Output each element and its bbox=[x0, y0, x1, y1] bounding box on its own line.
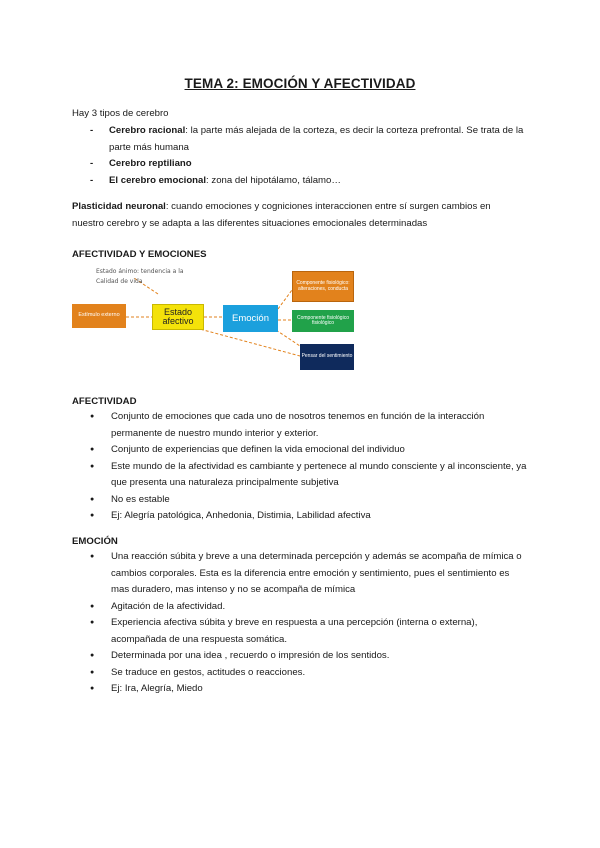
list-item: ● Ej: Alegría patológica, Anhedonia, Distimia, Labilidad afectiva bbox=[90, 508, 530, 525]
box-emocion: Emoción bbox=[223, 305, 278, 332]
brain-term: Cerebro reptiliano bbox=[109, 158, 192, 169]
list-item: ● Experiencia afectiva súbita y breve en respuesta a una percepción (interna o externa), acompañada de una respuesta somática. bbox=[90, 615, 530, 648]
brain-desc: zona del hipotálamo, tálamo… bbox=[211, 174, 341, 186]
list-item: - El cerebro emocional: zona del hipotálamo, tálamo… bbox=[90, 173, 530, 190]
list-item: ● Determinada por una idea , recuerdo o impresión de los sentidos. bbox=[90, 648, 530, 665]
list-item: ● Ej: Ira, Alegría, Miedo bbox=[90, 681, 530, 698]
list-item: ● Este mundo de la afectividad es cambiante y pertenece al mundo consciente y al inconsciente, ya que presenta una naturaleza principalmente subjetiva bbox=[90, 459, 530, 492]
list-item: ● No es estable bbox=[90, 492, 530, 509]
emocion-list bbox=[90, 549, 530, 698]
diagram-note: Estado ánimo: tendencia a la bbox=[96, 268, 184, 275]
brain-term: Cerebro racional bbox=[109, 125, 186, 136]
box-sentimiento: Pensar del sentimiento bbox=[300, 344, 354, 370]
diagram-heading: AFECTIVIDAD Y EMOCIONES bbox=[72, 249, 207, 260]
emotion-diagram bbox=[66, 264, 376, 376]
intro-text: Hay 3 tipos de cerebro bbox=[72, 108, 169, 119]
afectividad-list bbox=[90, 409, 530, 525]
list-item bbox=[90, 156, 530, 173]
plasticity-paragraph bbox=[72, 199, 512, 232]
diagram-note: Calidad de vida bbox=[96, 278, 143, 285]
list-item: ● Se traduce en gestos, actitudes o reacciones. bbox=[90, 665, 530, 682]
box-estimulo: Estímulo externo bbox=[72, 304, 126, 328]
box-componente-fisiologico: Componente fisiológico fisiológico bbox=[292, 310, 354, 332]
list-item: - Cerebro racional: la parte más alejada de la corteza, es decir la corteza prefrontal. Se trata de la parte más humana bbox=[90, 123, 530, 156]
plasticity-desc: : cuando emociones y cogniciones interaccionen entre sí surgen cambios en nuestro cerebro y se adapta a las diferentes situaciones emocionales determinadas bbox=[72, 201, 491, 229]
page-title: TEMA 2: EMOCIÓN Y AFECTIVIDAD bbox=[184, 76, 416, 91]
connector bbox=[278, 290, 292, 309]
list-item: ● Conjunto de emociones que cada uno de nosotros tenemos en función de la interacción permanente de nuestro mundo interior y exterior. bbox=[90, 409, 530, 442]
list-item: ● Una reacción súbita y breve a una determinada percepción y además se acompaña de mímica o cambios corporales. Esta es la diferencia entre emoción y sentimiento, pues el sentimiento es mas duradero, mas intenso y no se acompaña de mímica bbox=[90, 549, 530, 599]
box-estado-afectivo: Estado afectivo bbox=[152, 304, 204, 330]
brain-types-list bbox=[90, 123, 530, 189]
emocion-heading: EMOCIÓN bbox=[72, 536, 118, 547]
afectividad-heading: AFECTIVIDAD bbox=[72, 396, 137, 407]
list-item: ● Conjunto de experiencias que definen la vida emocional del individuo bbox=[90, 442, 530, 459]
brain-term: El cerebro emocional bbox=[109, 174, 207, 186]
connector bbox=[196, 328, 300, 356]
box-componente-cognitivo: Componente fisiológico: alteraciones, conducta bbox=[292, 271, 354, 302]
plasticity-term: Plasticidad neuronal bbox=[72, 201, 166, 212]
list-item: ● Agitación de la afectividad. bbox=[90, 599, 530, 616]
brain-desc: la parte más alejada de la corteza, es decir la corteza prefrontal. Se trata de la parte más humana bbox=[109, 125, 524, 153]
connector bbox=[276, 330, 300, 346]
